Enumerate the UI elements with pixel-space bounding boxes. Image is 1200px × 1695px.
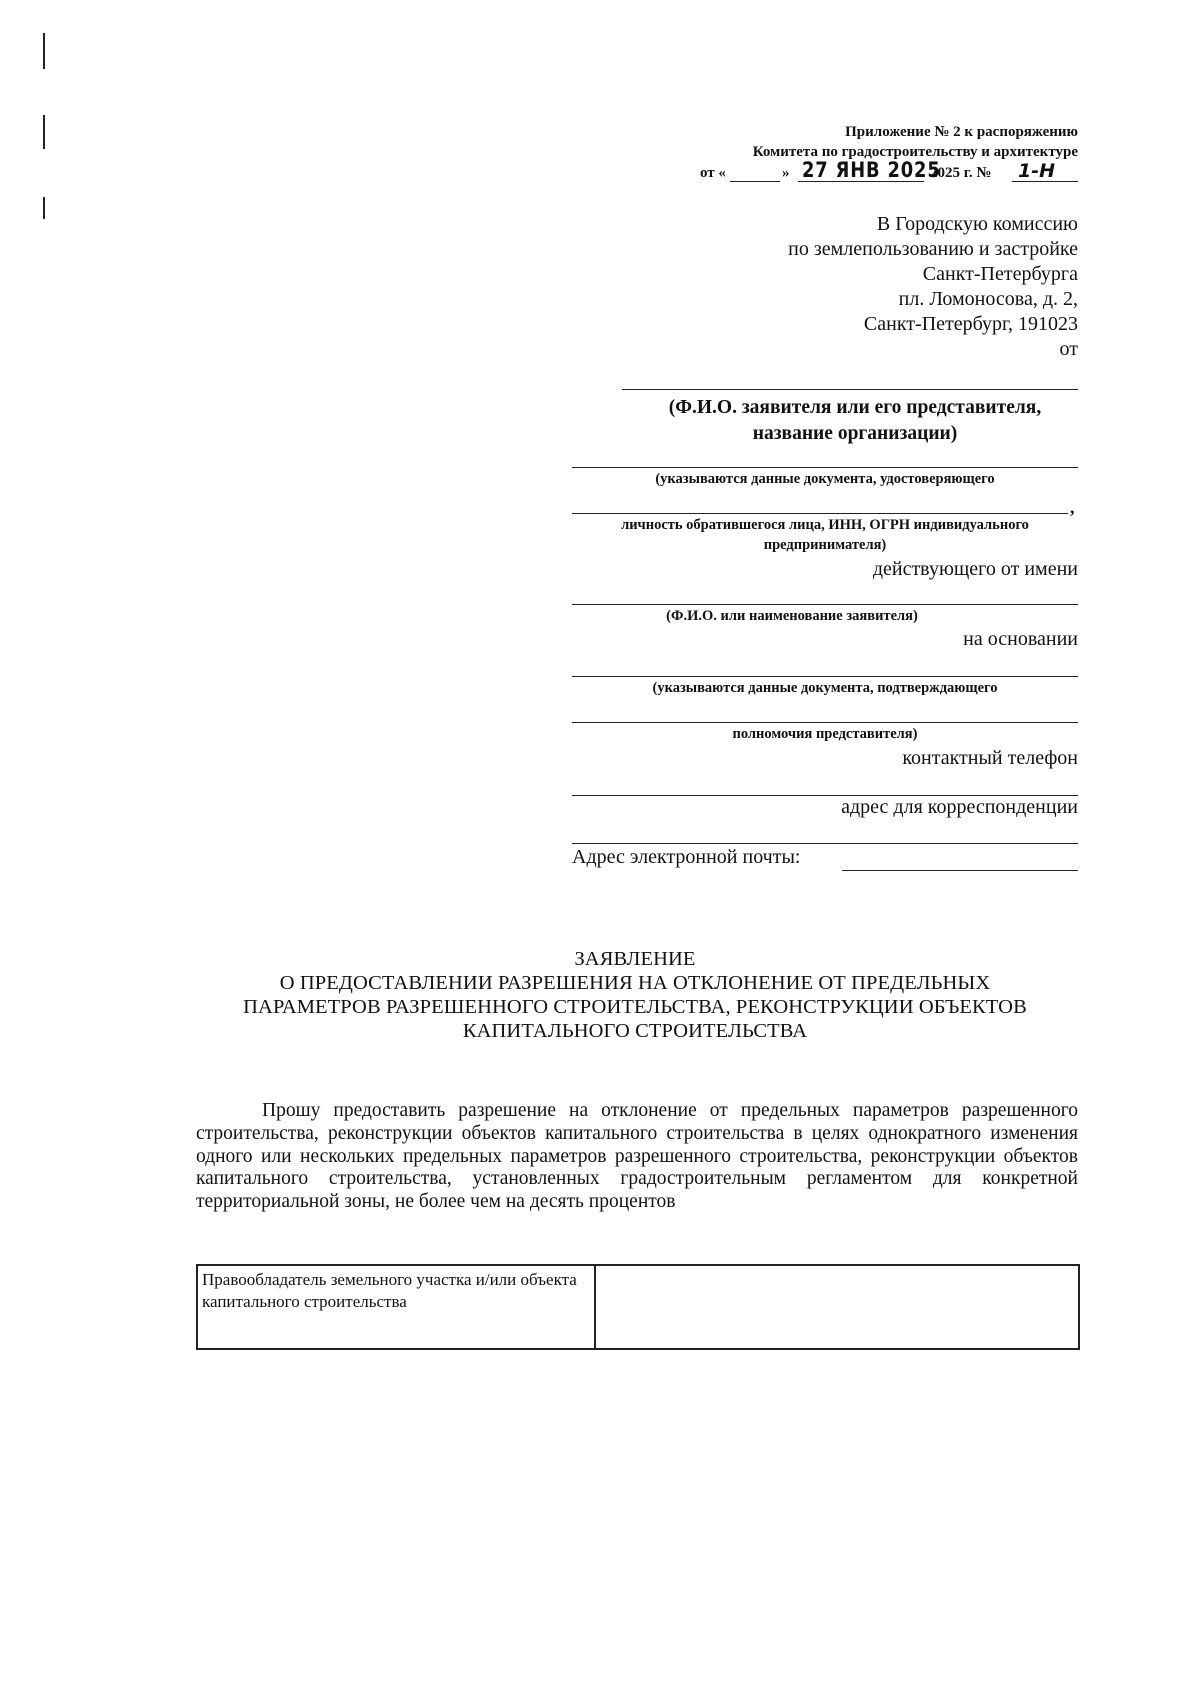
- date-mid: »: [782, 165, 790, 181]
- basis-label: на основании: [963, 628, 1078, 650]
- owner-value: [596, 1266, 1078, 1272]
- owner-table: [196, 1264, 1080, 1350]
- date-year: 2025 г. №: [930, 165, 992, 181]
- doc-hint-line-1: (указываются данные документа, удостоверяющего: [655, 471, 995, 487]
- owner-value-cell[interactable]: [596, 1266, 1078, 1348]
- authority-hint-line-1: (указываются данные документа, подтверждающего: [652, 680, 998, 696]
- basis-field-2[interactable]: [572, 722, 1078, 723]
- recipient-line-1: В Городскую комиссию: [876, 213, 1078, 235]
- title-line-2: О ПРЕДОСТАВЛЕНИИ РАЗРЕШЕНИЯ НА ОТКЛОНЕНИЕ ОТ ПРЕДЕЛЬНЫХ: [279, 972, 991, 994]
- recipient-line-3: Санкт-Петербурга: [922, 263, 1078, 285]
- date-prefix: от «: [700, 165, 726, 181]
- from-label: от: [1059, 338, 1078, 360]
- doc-field-1[interactable]: [572, 467, 1078, 468]
- doc-hint-line-3: предпринимателя): [763, 537, 887, 553]
- fio-hint-line-2: название организации): [752, 423, 958, 444]
- date-day-blank: [730, 181, 780, 182]
- order-number-underline: [1012, 181, 1078, 182]
- scan-mark-bottom: [43, 197, 45, 219]
- owner-label: Правообладатель земельного участка и/или объекта капитального строительства: [202, 1270, 577, 1311]
- fio-hint-line-1: (Ф.И.О. заявителя или его представителя,: [668, 397, 1042, 418]
- recipient-line-2: по землепользованию и застройке: [788, 238, 1078, 260]
- date-stamp-underline: [798, 181, 924, 182]
- recipient-line-5: Санкт-Петербург, 191023: [863, 313, 1078, 335]
- doc-field-comma: ,: [1070, 497, 1075, 517]
- doc-hint-line-2: личность обратившегося лица, ИНН, ОГРН индивидуального: [621, 517, 1029, 533]
- appendix-line: Приложение № 2 к распоряжению: [845, 124, 1078, 140]
- authority-hint-line-2: полномочия представителя): [732, 726, 918, 742]
- recipient-block: [788, 212, 1078, 362]
- fio-hint: [630, 395, 1080, 447]
- address-label: адрес для корреспонденции: [841, 796, 1078, 818]
- date-stamp: 27 ЯНВ 2025: [802, 158, 941, 182]
- fio-field[interactable]: [622, 389, 1078, 390]
- email-field[interactable]: [842, 870, 1078, 871]
- title-line-1: ЗАЯВЛЕНИЕ: [574, 948, 696, 970]
- address-field[interactable]: [572, 843, 1078, 844]
- scan-mark-top: [43, 33, 45, 69]
- email-label: Адрес электронной почты:: [572, 846, 801, 868]
- applicant-name-field[interactable]: [572, 604, 1078, 605]
- request-paragraph: Прошу предоставить разрешение на отклонение от предельных параметров разрешенного строительства, реконструкции объектов капитального строительства в целях однократного изменения одного или нескольких предельных параметров разрешенного строительства, реконструкции объектов капитального строительства, установленных градостроительным регламентом для конкретной территориальной зоны, не более чем на десять процентов: [196, 1100, 1078, 1213]
- scan-mark-middle: [43, 115, 45, 149]
- title-line-4: КАПИТАЛЬНОГО СТРОИТЕЛЬСТВА: [462, 1020, 808, 1042]
- name-hint: (Ф.И.О. или наименование заявителя): [666, 608, 918, 624]
- committee-line: Комитета по градостроительству и архитектуре: [752, 144, 1078, 160]
- date-line: [700, 158, 1090, 187]
- phone-label: контактный телефон: [902, 747, 1078, 769]
- statement-title: [130, 947, 1140, 1043]
- recipient-line-4: пл. Ломоносова, д. 2,: [898, 288, 1078, 310]
- doc-field-2[interactable]: [572, 513, 1068, 514]
- acting-label: действующего от имени: [872, 558, 1078, 580]
- owner-label-cell: [198, 1266, 596, 1348]
- order-number: 1-Н: [1018, 160, 1056, 182]
- basis-field-1[interactable]: [572, 676, 1078, 677]
- title-line-3: ПАРАМЕТРОВ РАЗРЕШЕННОГО СТРОИТЕЛЬСТВА, РЕКОНСТРУКЦИИ ОБЪЕКТОВ: [243, 996, 1027, 1018]
